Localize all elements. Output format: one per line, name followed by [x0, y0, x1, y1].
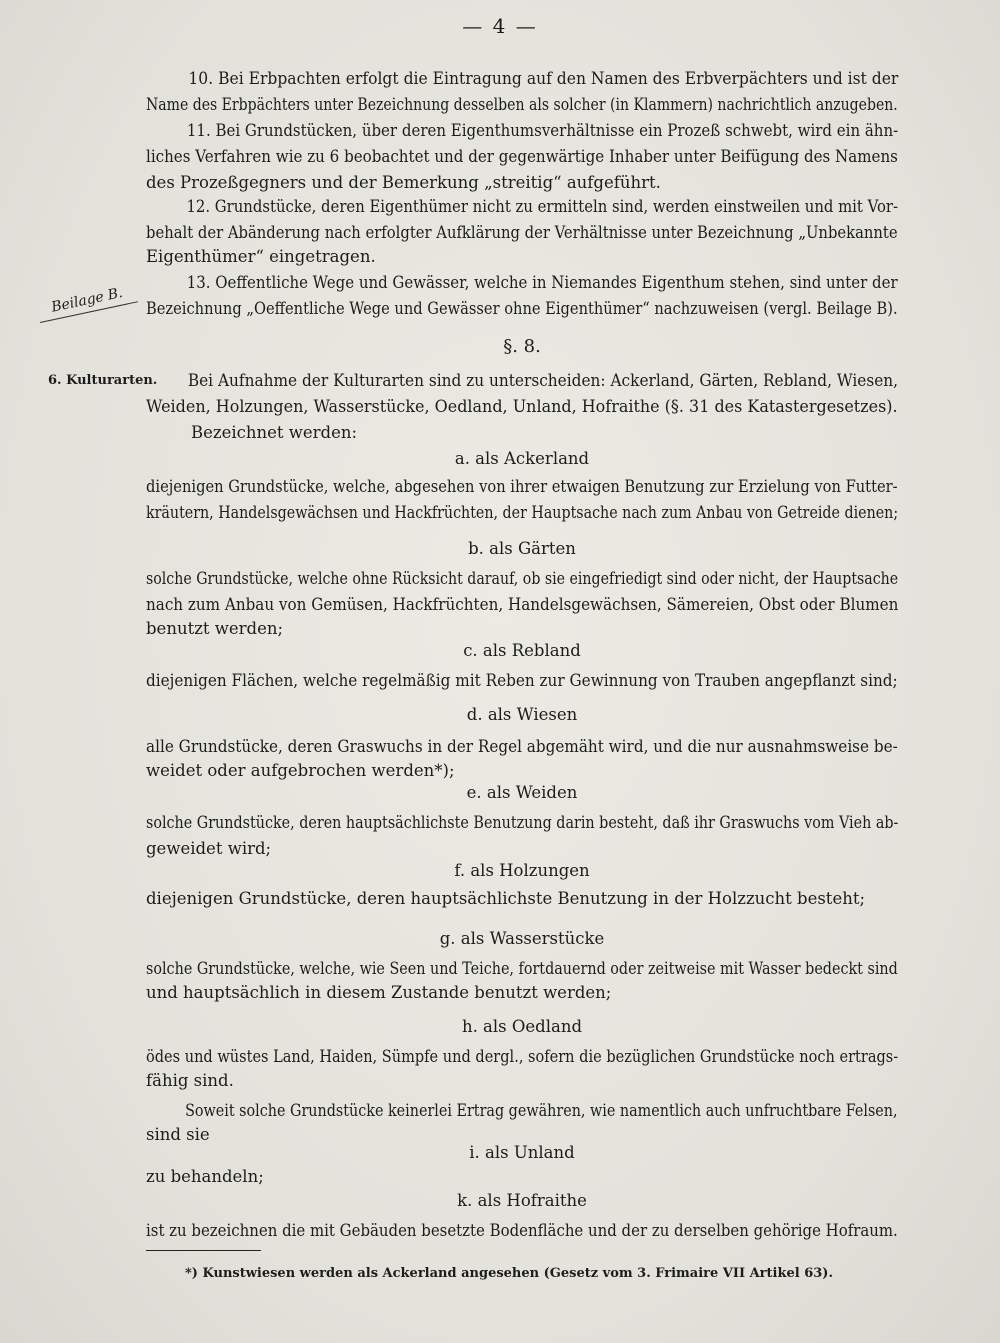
intro-line-3: Bezeichnet werden: [191, 423, 358, 442]
heading-b: b. als Gärten [468, 539, 576, 558]
g-line-1: solche Grundstücke, welche, wie Seen und Teiche, fortdauernd oder zeitweise mit Wasser bedeckt sind [146, 959, 898, 978]
heading-h: h. als Oedland [461, 1017, 583, 1036]
k-line-1: ist zu bezeichnen die mit Gebäuden besetzte Bodenfläche und der zu derselben gehörige Hofraum. [146, 1221, 898, 1240]
paragraph-12-line-1: 12. Grundstücke, deren Eigenthümer nicht zu ermitteln sind, werden einstweilen und mit Vor- [186, 197, 899, 216]
c-line-1: diejenigen Flächen, welche regelmäßig mit Reben zur Gewinnung von Trauben angepflanzt sind; [146, 671, 898, 690]
b-line-3: benutzt werden; [146, 619, 284, 638]
intro-line-2: Weiden, Holzungen, Wasserstücke, Oedland, Unland, Hofraithe (§. 31 des Katastergesetzes). [146, 397, 898, 416]
paragraph-13-line-2: Bezeichnung „Oeffentliche Wege und Gewässer ohne Eigenthümer“ nachzuweisen (vergl. Beilage B). [146, 299, 898, 318]
e-line-2: geweidet wird; [146, 839, 272, 858]
paragraph-11-line-2: liches Verfahren wie zu 6 beobachtet und der gegenwärtige Inhaber unter Beifügung des Namens [146, 147, 898, 166]
heading-d: d. als Wiesen [466, 705, 578, 724]
section-heading: §. 8. [503, 336, 541, 357]
heading-c: c. als Rebland [463, 641, 581, 660]
paragraph-13-line-1: 13. Oeffentliche Wege und Gewässer, welche in Niemandes Eigenthum stehen, sind unter der [186, 273, 898, 292]
d-line-2: weidet oder aufgebrochen werden*); [146, 761, 455, 780]
h-line-1: ödes und wüstes Land, Haiden, Sümpfe und dergl., sofern die bezüglichen Grundstücke noch ertrags- [146, 1047, 899, 1066]
b-line-2: nach zum Anbau von Gemüsen, Hackfrüchten, Handelsgewächsen, Sämereien, Obst oder Blumen [146, 595, 899, 614]
heading-f: f. als Holzungen [454, 861, 590, 880]
paragraph-12-line-3: Eigenthümer“ eingetragen. [146, 247, 376, 266]
heading-a: a. als Ackerland [454, 449, 590, 468]
d-line-1: alle Grundstücke, deren Graswuchs in der Regel abgemäht wird, und die nur ausnahmsweise be- [146, 737, 898, 756]
a-line-2: kräutern, Handelsgewächsen und Hackfrüchten, der Hauptsache nach zum Anbau von Getreide dienen; [146, 503, 899, 522]
paragraph-11-line-1: 11. Bei Grundstücken, über deren Eigenthumsverhältnisse ein Prozeß schwebt, wird ein ähn- [186, 121, 899, 140]
footnote-rule [146, 1250, 261, 1251]
g-line-2: und hauptsächlich in diesem Zustande benutzt werden; [146, 983, 612, 1002]
paragraph-10-line-2: Name des Erbpächters unter Bezeichnung desselben als solcher (in Klammern) nachrichtlich anzugeben. [146, 95, 898, 114]
e-line-1: solche Grundstücke, deren hauptsächlichste Benutzung darin besteht, daß ihr Graswuchs vom Vieh ab- [146, 813, 899, 832]
margin-note-kulturarten: 6. Kulturarten. [48, 373, 158, 388]
paragraph-10-line-1: 10. Bei Erbpachten erfolgt die Eintragung auf den Namen des Erbverpächters und ist der [188, 69, 899, 88]
f-line-1: diejenigen Grundstücke, deren hauptsächlichste Benutzung in der Holzzucht besteht; [146, 889, 866, 908]
intro-line-1: Bei Aufnahme der Kulturarten sind zu unterscheiden: Ackerland, Gärten, Rebland, Wiesen, [187, 371, 899, 390]
heading-g: g. als Wasserstücke [439, 929, 605, 948]
page-number: — 4 — [462, 14, 538, 38]
paragraph-11-line-3: des Prozeßgegners und der Bemerkung „streitig“ aufgeführt. [146, 173, 661, 192]
a-line-1: diejenigen Grundstücke, welche, abgesehen von ihrer etwaigen Benutzung zur Erzielung von Futter- [146, 477, 898, 496]
margin-note-beilage: Beilage B. [50, 284, 125, 316]
b-line-1: solche Grundstücke, welche ohne Rücksicht darauf, ob sie eingefriedigt sind oder nicht, der Hauptsache [146, 569, 899, 588]
h-line-4: sind sie [146, 1125, 210, 1144]
paragraph-12-line-2: behalt der Abänderung nach erfolgter Aufklärung der Verhältnisse unter Bezeichnung „Unbekannte [146, 223, 898, 242]
heading-i: i. als Unland [469, 1143, 575, 1162]
heading-k: k. als Hofraithe [457, 1191, 587, 1210]
h-line-2: fähig sind. [146, 1071, 234, 1090]
i-line-1: zu behandeln; [146, 1167, 264, 1186]
footnote: *) Kunstwiesen werden als Ackerland angesehen (Gesetz vom 3. Frimaire VII Artikel 63). [185, 1266, 833, 1281]
h-line-3: Soweit solche Grundstücke keinerlei Ertrag gewähren, wie namentlich auch unfruchtbare Felsen, [185, 1101, 898, 1120]
heading-e: e. als Weiden [466, 783, 578, 802]
